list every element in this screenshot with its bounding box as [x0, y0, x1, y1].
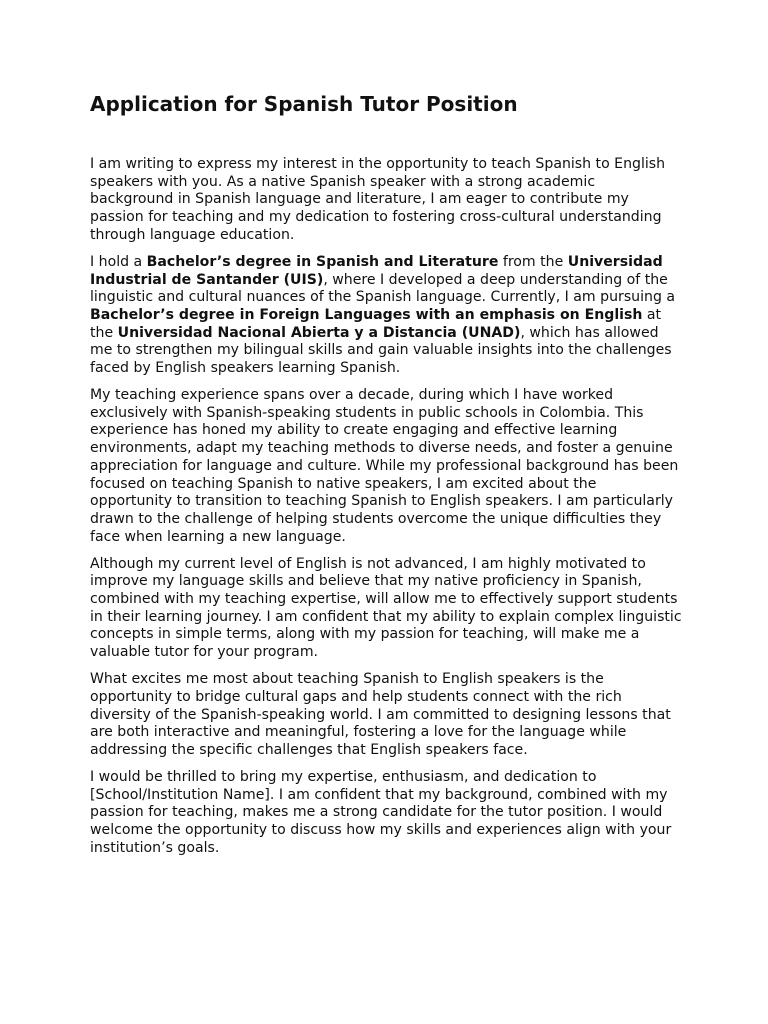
document-title: Application for Spanish Tutor Position [90, 92, 518, 116]
text-span: at the [90, 306, 662, 341]
paragraph-intro: I am writing to express my interest in the opportunity to teach Spanish to English speakers with you. As a native Spanish speaker with a strong academic background in Spanish language and literature, I am eager to contribute my passion for teaching and my dedication to fostering cross-cultural understanding through language education. [90, 156, 666, 243]
university-unad: Universidad Nacional Abierta y a Distancia (UNAD) [117, 324, 521, 341]
paragraph-motivation: What excites me most about teaching Spanish to English speakers is the opportunity to bridge cultural gaps and help students connect with the rich diversity of the Spanish-speaking world. I am committed to designing lessons that are both interactive and meaningful, fostering a love for the language while addressing the specific challenges that English speakers face. [90, 671, 671, 758]
paragraph-education [90, 254, 682, 378]
text-span: I hold a [90, 253, 147, 270]
degree-foreign-languages: Bachelor’s degree in Foreign Languages with an emphasis on English [90, 306, 643, 323]
letter-body [90, 156, 682, 867]
university-uis: Universidad Industrial de Santander (UIS) [90, 253, 663, 288]
paragraph-closing: I would be thrilled to bring my expertise, enthusiasm, and dedication to [School/Institution Name]. I am confident that my background, combined with my passion for teaching, makes me a strong candidate for the tutor position. I would welcome the opportunity to discuss how my skills and experiences align with your institution’s goals. [90, 768, 672, 856]
text-span: , where I developed a deep understanding of the linguistic and cultural nuances of the Spanish language. Currently, I am pursuing a [90, 271, 676, 306]
paragraph-english-level: Although my current level of English is not advanced, I am highly motivated to improve my language skills and believe that my native proficiency in Spanish, combined with my teaching expertise, will allow me to effectively support students in their learning journey. I am confident that my ability to explain complex linguistic concepts in simple terms, along with my passion for teaching, will make me a valuable tutor for your program. [90, 555, 682, 661]
degree-spanish-literature: Bachelor’s degree in Spanish and Literature [146, 253, 499, 270]
text-span: , which has allowed me to strengthen my bilingual skills and gain valuable insights into the challenges faced by English speakers learning Spanish. [90, 324, 672, 377]
paragraph-experience: My teaching experience spans over a decade, during which I have worked exclusively with Spanish-speaking students in public schools in Colombia. This experience has honed my ability to create engaging and effective learning environments, adapt my teaching methods to diverse needs, and foster a genuine appreciation for language and culture. While my professional background has been focused on teaching Spanish to native speakers, I am excited about the opportunity to transition to teaching Spanish to English speakers. I am particularly drawn to the challenge of helping students overcome the unique difficulties they face when learning a new language. [90, 387, 679, 545]
text-span: from the [498, 253, 568, 270]
